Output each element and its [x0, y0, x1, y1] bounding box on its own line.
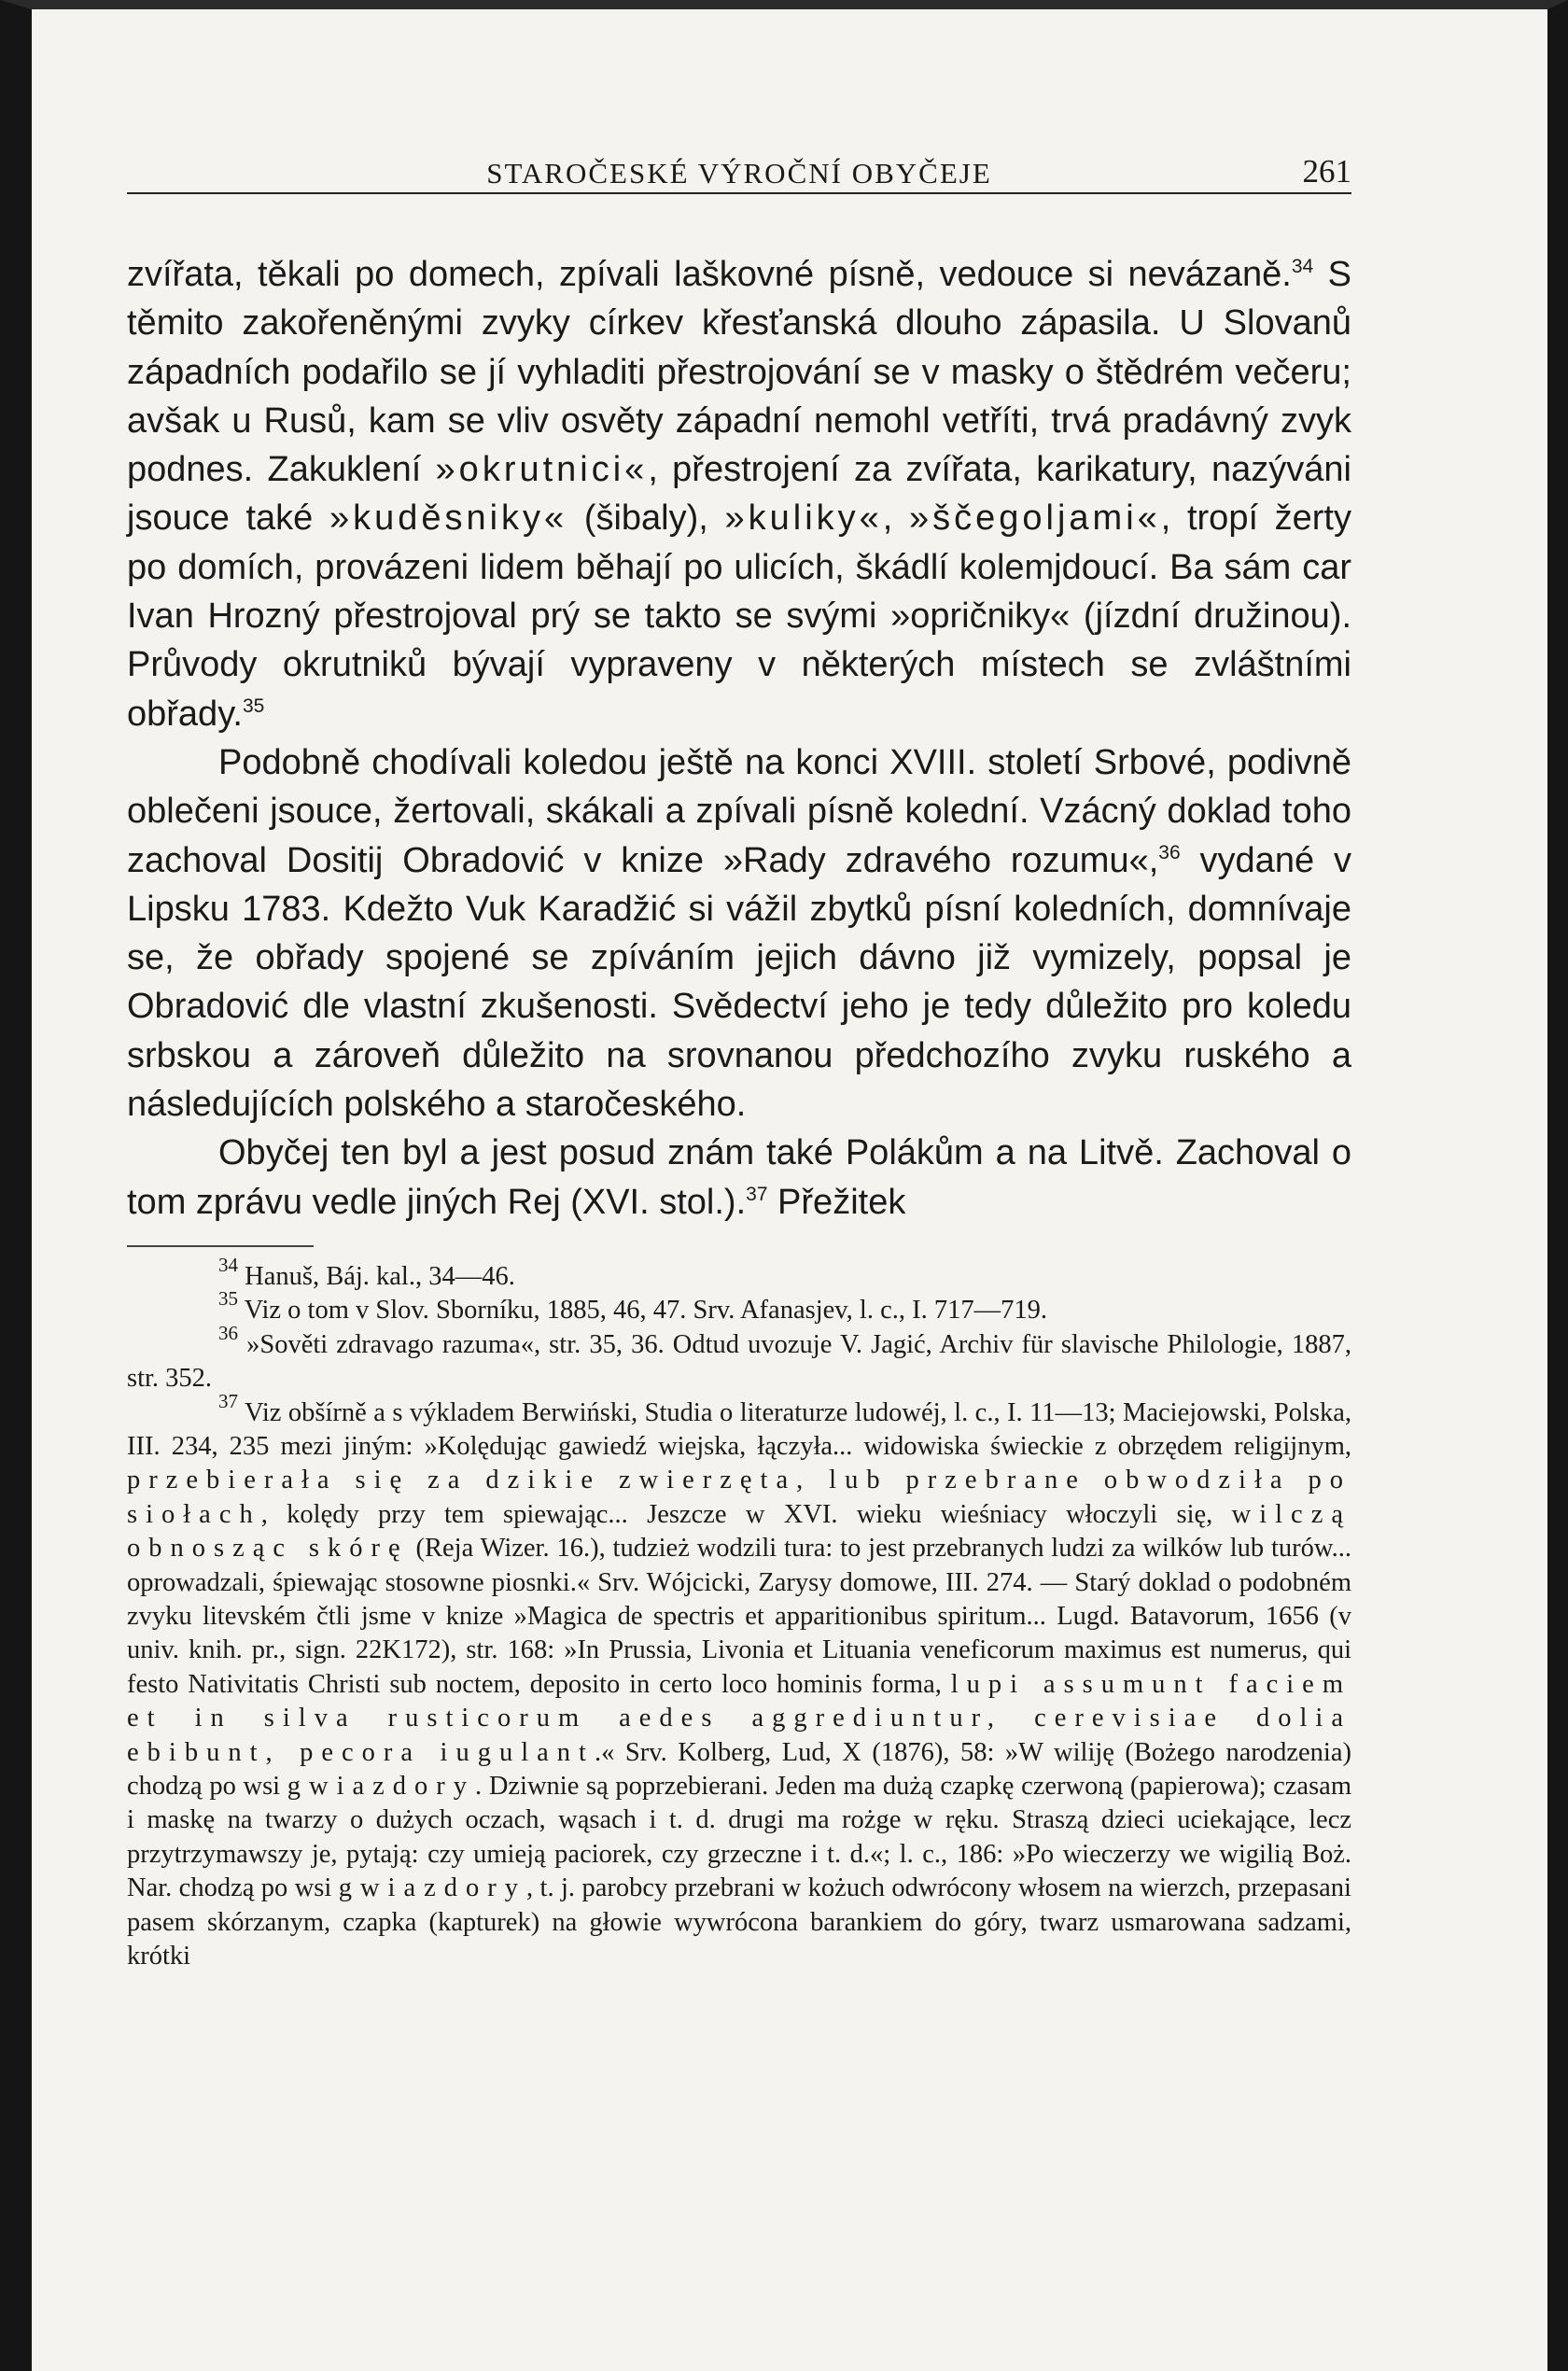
footnote-37 [127, 1389, 1351, 1974]
spaced-quote: gwiazdory [287, 1772, 476, 1802]
running-title: STAROČESKÉ VÝROČNÍ OBYČEJE [486, 157, 992, 189]
footnote-text: »Sověti zdravago razuma«, str. 35, 36. Odtud uvozuje V. Jagić, Archiv für slavische Philologie, 1887, str. 352. [127, 1329, 1351, 1394]
footnote-text: (Reja Wizer. 16.), tudzież wodzili tura: to jest przebranych ludzi za wilków lub turów... oprowadzali, śpiewając stosowne piosnki.« Srv. Wójcicki, Zarysy domowe, III. 274. — Starý doklad o podobném zvyku litevském čtli jsme v knize »Magica de spectris et apparitionibus spiritum... Lugd. Batavorum, 1656 (v univ. knih. pr., sign. 22K172), str. 168: »In Prussia, Livonia et Lituania veneficorum maximus est numerus, qui festo Nativitatis Christi sub noctem, deposito in certo loco hominis forma, [127, 1534, 1351, 1699]
footnote-text: , t. j. parobcy przebrani w kożuch odwrócony włosem na wierzch, przepasani pasem skórzanym, czapka (kapturek) na głowie wywrócona barankiem do góry, twarz usmarowana sadzami, krótki [127, 1873, 1351, 1971]
spaced-term: »okrutnici« [435, 450, 649, 490]
spaced-quote: przebierała się za dzikie zwierzęta, lub przebrane obwodziła po siołach [127, 1466, 1351, 1529]
footnote-text: Hanuš, Báj. kal., 34—46. [238, 1261, 515, 1291]
spaced-term: »kuliky« [724, 498, 883, 539]
main-text [127, 250, 1351, 1227]
footnote-ref-35: 35 [242, 694, 265, 717]
footnote-mark: 36 [218, 1321, 238, 1344]
text-run: , [882, 498, 909, 539]
text-run: Podobně chodívali koledou ještě na konci XVIII. století Srbové, podivně oblečeni jsouce, žertovali, skákali a zpívali písně kolední. Vzácný doklad toho zachoval Dositij Obradović v knize »Rady zdravého rozumu«, [127, 742, 1351, 880]
footnote-34 [127, 1253, 1351, 1294]
spaced-quote: gwiazdory [338, 1873, 527, 1903]
footnote-mark: 35 [218, 1287, 238, 1311]
paragraph-3 [127, 1129, 1351, 1227]
text-run: Přežitek [767, 1182, 906, 1222]
footnote-text: .« Srv. Kolberg, Lud, X (1876), 58: »W wiliję (Bożego narodzenia) chodzą po wsi [127, 1737, 1351, 1802]
footnote-36 [127, 1321, 1351, 1396]
footnote-mark: 37 [218, 1389, 238, 1412]
spaced-quote: lupi assumunt faciem et in silva rusticorum aedes aggrediuntur, cerevisiae dolia ebibunt, pecora iugulant [127, 1669, 1351, 1767]
page-number: 261 [1302, 153, 1351, 189]
paragraph-1 [127, 250, 1351, 738]
footnote-text: Viz o tom v Slov. Sborníku, 1885, 46, 47. Srv. Afanasjev, l. c., I. 717—719. [238, 1296, 1047, 1326]
footnote-text: . Dziwnie są poprzebierani. Jeden ma dużą czapkę czerwoną (papierowa); czasam i maskę na twarzy o dużych oczach, wąsach i t. d. drugi ma rożge w ręku. Straszą dzieci uciekające, lecz przytrzymawszy je, pytają: czy umieją paciorek, czy grzeczne i t. d.«; l. c., 186: »Po wieczerzy we wigilią Boż. Nar. chodzą po wsi [127, 1772, 1351, 1903]
text-run: vydané v Lipsku 1783. Kdežto Vuk Karadžić si vážil zbytků písní koledních, domnívaje se, že obřady spojené se zpíváním jejich dávno již vymizely, popsal je Obradović dle vlastní zkušenosti. Svědectví jeho je tedy důležito pro koledu srbskou a zároveň důležito na srovnanou předchozího zvyku ruského a následujících polského a staročeského. [127, 840, 1351, 1125]
spaced-term: »kuděsniky« [329, 498, 568, 539]
text-run: (šibaly), [567, 498, 725, 539]
footnote-divider [127, 1245, 314, 1247]
book-page [127, 140, 1351, 1973]
text-run: , přestrojení za zvířata, karikatury, nazýváni jsouce také [127, 450, 1351, 539]
paragraph-2 [127, 738, 1351, 1129]
footnote-mark: 34 [218, 1253, 238, 1276]
footnote-ref-34: 34 [1291, 256, 1314, 277]
text-run: , tropí žerty po domích, provázeni lidem běhají po ulicích, škádlí kolemjdoucí. Ba sám car Ivan Hrozný přestrojoval prý se takto se svými »opričniky« (jízdní družinou). Průvody okrutniků bývají vypraveny v některých místech se zvláštními obřady. [127, 498, 1351, 734]
spaced-term: »ščegoljami« [908, 498, 1161, 539]
footnotes [127, 1253, 1351, 1974]
running-header [127, 140, 1351, 194]
footnote-ref-36: 36 [1158, 841, 1181, 863]
text-run: Obyčej ten byl a jest posud znám také Polákům a na Litvě. Zachoval o tom zprávu vedle jiných Rej (XVI. stol.). [127, 1133, 1351, 1222]
footnote-ref-37: 37 [746, 1183, 768, 1205]
footnote-text: Viz obšírně a s výkladem Berwiński, Studia o literaturze ludowéj, l. c., I. 11—13; Maciejowski, Polska, III. 234, 235 mezi jiným: »Kolędując gawiedź wiejska, łączyła... widowiska świeckie z obrzędem religijnym, [127, 1397, 1351, 1461]
text-run: S těmito zakořeněnými zvyky církev křesťanská dlouho zápasila. U Slovanů západních podařilo se jí vyhladiti přestrojování se v masky o štědrém večeru; avšak u Rusů, kam se vliv osvěty západní nemohl vetříti, trvá pradávný zvyk podnes. Zakuklení [127, 255, 1352, 490]
footnote-text: , kolędy przy tem spiewając... Jeszcze w XVI. wieku wieśniacy włoczyli się, [260, 1499, 1232, 1529]
text-run: zvířata, těkali po domech, zpívali laškovné písně, vedouce si nevázaně. [127, 255, 1292, 294]
footnote-35 [127, 1287, 1351, 1327]
spaced-quote: wilczą obnosząc skórę [127, 1499, 1351, 1564]
